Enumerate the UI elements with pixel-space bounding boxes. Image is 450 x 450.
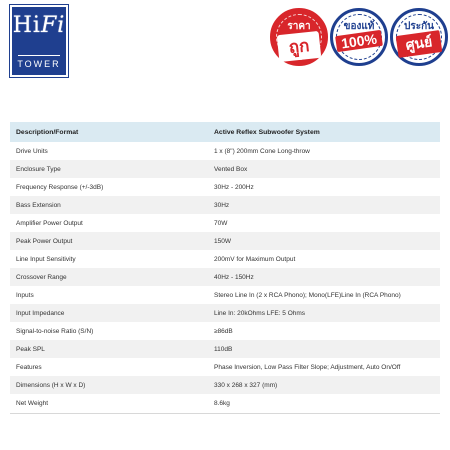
table-header-row — [10, 122, 440, 142]
spec-value: Vented Box — [214, 165, 248, 173]
spec-label: Enclosure Type — [16, 165, 61, 173]
warranty-badge — [390, 8, 448, 66]
spec-value: Line In: 20kOhms LFE: 5 Ohms — [214, 309, 306, 317]
table-row — [10, 232, 440, 250]
spec-label: Frequency Response (+/-3dB) — [16, 183, 104, 191]
spec-label: Inputs — [16, 291, 34, 299]
spec-value: ≥86dB — [214, 327, 233, 335]
spec-label: Bass Extension — [16, 201, 61, 209]
spec-value: 110dB — [214, 345, 233, 353]
spec-label: Drive Units — [16, 147, 48, 155]
spec-label: Net Weight — [16, 399, 49, 407]
spec-label: Features — [16, 363, 42, 371]
table-row — [10, 268, 440, 286]
spec-value: 200mV for Maximum Output — [214, 255, 296, 263]
spec-value: 8.6kg — [214, 399, 230, 407]
header — [0, 0, 450, 82]
spec-label: Peak Power Output — [16, 237, 73, 245]
logo-subtext: TOWER — [17, 59, 61, 69]
spec-value: 40Hz - 150Hz — [214, 273, 254, 281]
badge-main-text: 100% — [335, 30, 383, 52]
table-row — [10, 142, 440, 160]
table-row — [10, 394, 440, 412]
spec-value: 30Hz - 200Hz — [214, 183, 254, 191]
logo-divider — [18, 55, 60, 56]
spec-value: Stereo Line In (2 x RCA Phono); Mono(LFE)Line In (RCA Phono) — [214, 291, 401, 299]
header-label: Description/Format — [16, 128, 79, 136]
cheap-price-badge — [270, 8, 328, 66]
spec-label: Line Input Sensitivity — [16, 255, 76, 263]
spec-label: Signal-to-noise Ratio (S/N) — [16, 327, 94, 335]
genuine-badge — [330, 8, 388, 66]
spec-value: 1 x (8") 200mm Cone Long-throw — [214, 147, 310, 155]
spec-table — [10, 122, 440, 412]
table-row — [10, 250, 440, 268]
logo-wordmark: HiFi — [12, 13, 66, 38]
table-row — [10, 376, 440, 394]
hifi-tower-logo[interactable] — [10, 5, 68, 77]
badge-top-text: ราคา — [287, 21, 311, 32]
table-row — [10, 160, 440, 178]
table-row — [10, 304, 440, 322]
table-bottom-border — [10, 413, 440, 414]
table-row — [10, 340, 440, 358]
header-value: Active Reflex Subwoofer System — [214, 128, 320, 136]
badge-main-text: ถูก — [277, 31, 322, 62]
spec-value: 70W — [214, 219, 228, 227]
table-row — [10, 214, 440, 232]
table-row — [10, 322, 440, 340]
table-row — [10, 286, 440, 304]
spec-value: 30Hz — [214, 201, 230, 209]
badge-top-text: ประกัน — [404, 21, 434, 32]
spec-value: 150W — [214, 237, 231, 245]
spec-label: Dimensions (H x W x D) — [16, 381, 86, 389]
badge-top-text: ของแท้ — [343, 21, 375, 32]
spec-label: Input Impedance — [16, 309, 65, 317]
table-row — [10, 196, 440, 214]
spec-value: 330 x 268 x 327 (mm) — [214, 381, 278, 389]
spec-label: Amplifier Power Output — [16, 219, 83, 227]
table-row — [10, 358, 440, 376]
table-row — [10, 178, 440, 196]
badge-main-text: ศูนย์ — [396, 30, 443, 58]
spec-value: Phase Inversion, Low Pass Filter Slope; Adjustment, Auto On/Off — [214, 363, 401, 371]
spec-label: Crossover Range — [16, 273, 67, 281]
spec-label: Peak SPL — [16, 345, 45, 353]
